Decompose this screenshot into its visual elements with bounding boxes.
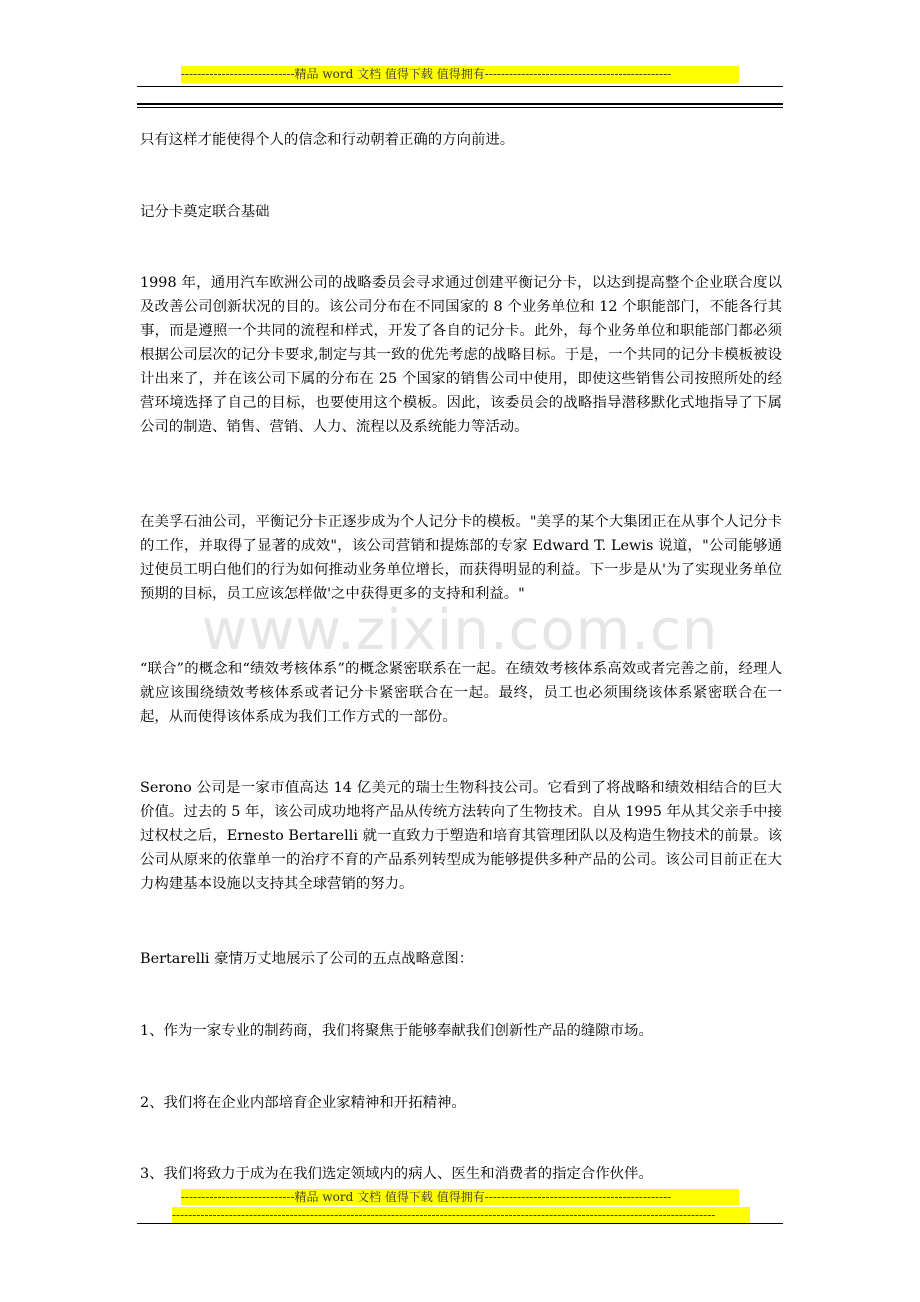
header-rule-thin-lower xyxy=(137,107,783,108)
paragraph-gm-europe: 1998 年，通用汽车欧洲公司的战略委员会寻求通过创建平衡记分卡，以达到提高整个企业联合度以及改善公司创新状况的目的。该公司分布在不同国家的 8 个业务单位和 12 个职能部门，不能各行其事，而是遵照一个共同的流程和样式，开发了各自的记分卡。此外，每个业务单位和职能部门都必须根据公司层次的记分卡要求,制定与其一致的优先考虑的战略目标。于是，一个共同的记分卡模板被设计出来了，并在该公司下属的分布在 25 个国家的销售公司中使用，即使这些销售公司按照所处的经营环境选择了自己的目标，也要使用这个模板。因此，该委员会的战略指导潜移默化式地指导了下属公司的制造、销售、营销、人力、流程以及系统能力等活动。 xyxy=(140,275,782,435)
paragraph-intro: 只有这样才能使得个人的信念和行动朝着正确的方向前进。 xyxy=(140,132,515,148)
paragraph-mobil: 在美孚石油公司，平衡记分卡正逐步成为个人记分卡的模板。"美孚的某个大集团正在从事个人记分卡的工作，并取得了显著的成效"，该公司营销和提炼部的专家 Edward T. Lewis 说道，"公司能够通过使员工明白他们的行为如何推动业务单位增长，而获得明显的利益。下一步是从'为了实现业务单位预期的目标，员工应该怎样做'之中获得更多的支持和利益。" xyxy=(140,514,782,602)
header-banner: ----------------------------精品 word 文档 值得下载 值得拥有---------------------------------------------- xyxy=(181,66,739,83)
header-rule-thick xyxy=(137,103,783,105)
footer-rule xyxy=(137,1223,783,1224)
paragraph-bertarelli: Bertarelli 豪情万丈地展示了公司的五点战略意图： xyxy=(140,951,474,967)
list-item-2: 2、我们将在企业内部培育企业家精神和开拓精神。 xyxy=(140,1095,466,1111)
footer-banner: ----------------------------精品 word 文档 值得下载 值得拥有---------------------------------------------- xyxy=(181,1189,739,1205)
header-rule-thin xyxy=(137,86,783,87)
paragraph-serono: Serono 公司是一家市值高达 14 亿美元的瑞士生物科技公司。它看到了将战略和绩效相结合的巨大价值。过去的 5 年，该公司成功地将产品从传统方法转向了生物技术。自从 1995 年从其父亲手中接过权杖之后，Ernesto Bertarelli 就一直致力于塑造和培育其管理团队以及构造生物技术的前景。该公司从原来的依靠单一的治疗不育的产品系列转型成为能够提供多种产品的公司。该公司目前正在大力构建基本设施以支持其全球营销的努力。 xyxy=(140,780,782,892)
paragraph-alignment: “联合”的概念和“绩效考核体系”的概念紧密联系在一起。在绩效考核体系高效或者完善之前，经理人就应该围绕绩效考核体系或者记分卡紧密联合在一起。最终，员工也必须围绕该体系紧密联合在一起，从而使得该体系成为我们工作方式的一部份。 xyxy=(140,661,782,725)
list-item-3: 3、我们将致力于成为在我们选定领域内的病人、医生和消费者的指定合作伙伴。 xyxy=(140,1166,653,1182)
footer-dashes: -------------------------------------------------------------------------------------------------------------------------------------- xyxy=(172,1207,750,1223)
list-item-1: 1、作为一家专业的制药商，我们将聚焦于能够奉献我们创新性产品的缝隙市场。 xyxy=(140,1023,653,1039)
section-heading: 记分卡奠定联合基础 xyxy=(140,204,270,220)
watermark: www.zixin.com.cn xyxy=(201,598,719,663)
